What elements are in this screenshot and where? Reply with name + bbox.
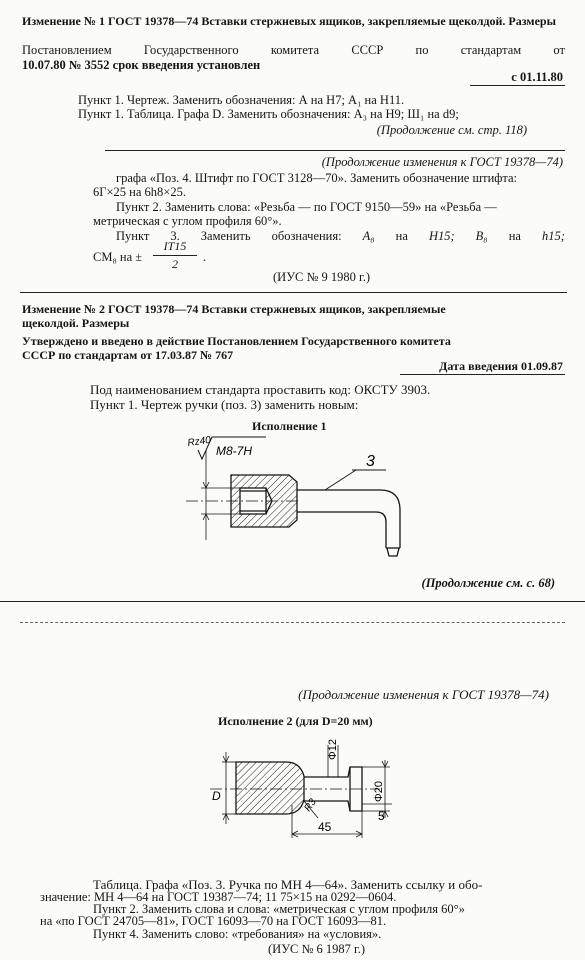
change1-paragraph: Пункт 1. Чертеж. Заменить обозначения: А на H7; А₁ на H11. [78, 93, 405, 107]
change2-paragraph: на «по ГОСТ 24705—81», ГОСТ 16093—70 на ГОСТ 16093—81. [40, 914, 387, 928]
change2-title-text: Изменение № 2 ГОСТ 19378—74 Вставки стержневых ящиков, закрепляемые [22, 302, 446, 316]
word: по [415, 43, 429, 57]
change1-paragraph: метрическая с углом профиля 60°». [93, 214, 282, 228]
word: обозначения: [271, 229, 342, 243]
word: H15; [428, 229, 455, 243]
change1-cm-line: СМ₈ на ± [93, 250, 143, 264]
dimension-45: 45 [318, 820, 332, 834]
change2-table-note: Таблица. Графа «Поз. 3. Ручка по МН 4—64». Заменить ссылку и обо- [93, 877, 483, 892]
change2-effective-date: Дата введения 01.09.87 [439, 359, 563, 373]
change2-table-note: значение: МН 4—64 на ГОСТ 19387—74; 11 75×15 на 0292—0604. [40, 890, 397, 904]
word: В₈ [475, 229, 488, 243]
position-number: 3 [366, 453, 375, 470]
continuation-header: (Продолжение изменения к ГОСТ 19378—74) [321, 155, 563, 169]
change1-effective-date: с 01.11.80 [511, 70, 563, 84]
change2-approved: СССР по стандартам от 17.03.87 № 767 [22, 348, 234, 362]
word: Постановлением [22, 43, 112, 57]
execution-2-caption: Исполнение 2 (для D=20 мм) [218, 714, 373, 728]
fraction-numerator: IT15 [163, 239, 187, 253]
word: стандартам [460, 43, 522, 57]
word: Пункт [116, 229, 150, 243]
change1-paragraph: 6Г×25 на 6h8×25. [93, 185, 186, 199]
change2-paragraph: Пункт 2. Заменить слова и слова: «метрическая с углом профиля 60°» [93, 902, 465, 916]
execution-1-caption: Исполнение 1 [252, 419, 327, 433]
change2-paragraph: Пункт 4. Заменить слово: «требования» на «условия». [93, 927, 382, 941]
change2-title-line: щеколдой. Размеры [22, 316, 130, 330]
word: А₈ [362, 229, 375, 243]
change1-paragraph: Пункт 1. Таблица. Графа D. Заменить обозначения: А₃ на H9; Ш₁ на d9; [78, 107, 459, 121]
dimension-phi20: Φ20 [373, 780, 385, 802]
word: Заменить [200, 229, 251, 243]
change1-paragraph: графа «Поз. 4. Штифт по ГОСТ 3128—70». Заменить обозначение штифта: [116, 171, 517, 185]
change2-ius: (ИУС № 6 1987 г.) [268, 942, 366, 956]
fraction-denominator: 2 [172, 257, 178, 271]
change1-ius: (ИУС № 9 1980 г.) [273, 270, 371, 284]
change1-decree-date: 10.07.80 № 3552 срок введения установлен [22, 58, 261, 72]
word: от [553, 43, 565, 57]
dimension-phi12: Φ12 [327, 738, 339, 760]
dimension-5: 5 [378, 809, 385, 823]
word: на [395, 229, 408, 243]
fraction-period: . [203, 250, 207, 264]
continuation-note: (Продолжение см. с. 68) [421, 576, 555, 590]
word: на [508, 229, 521, 243]
roughness-label: Rz40 [186, 434, 212, 449]
continuation-header: (Продолжение изменения к ГОСТ 19378—74) [298, 687, 549, 702]
thread-label: М8-7Н [216, 444, 253, 458]
change1-title: Изменение № 1 ГОСТ 19378—74 Вставки стержневых ящиков, закрепляемые щеколдой. Размеры [22, 14, 556, 28]
radius-r3: R3 [302, 796, 319, 814]
continuation-note: (Продолжение см. стр. 118) [376, 123, 527, 137]
word: 3. [170, 229, 180, 243]
change1-paragraph: Пункт 2. Заменить слова: «Резьба — по ГОСТ 9150—59» на «Резьба — [116, 200, 497, 214]
word: h15; [541, 229, 565, 243]
change2-approved: Утверждено и введено в действие Постановлением Государственного комитета [22, 334, 451, 348]
dimension-d: D [212, 789, 221, 803]
change2-paragraph: Под наименованием стандарта проставить код: ОКСТУ 3903. [90, 382, 431, 397]
word: Государственного [143, 43, 239, 57]
word: комитета [270, 43, 320, 57]
change2-paragraph: Пункт 1. Чертеж ручки (поз. 3) заменить новым: [90, 397, 359, 412]
word: СССР [351, 43, 384, 57]
